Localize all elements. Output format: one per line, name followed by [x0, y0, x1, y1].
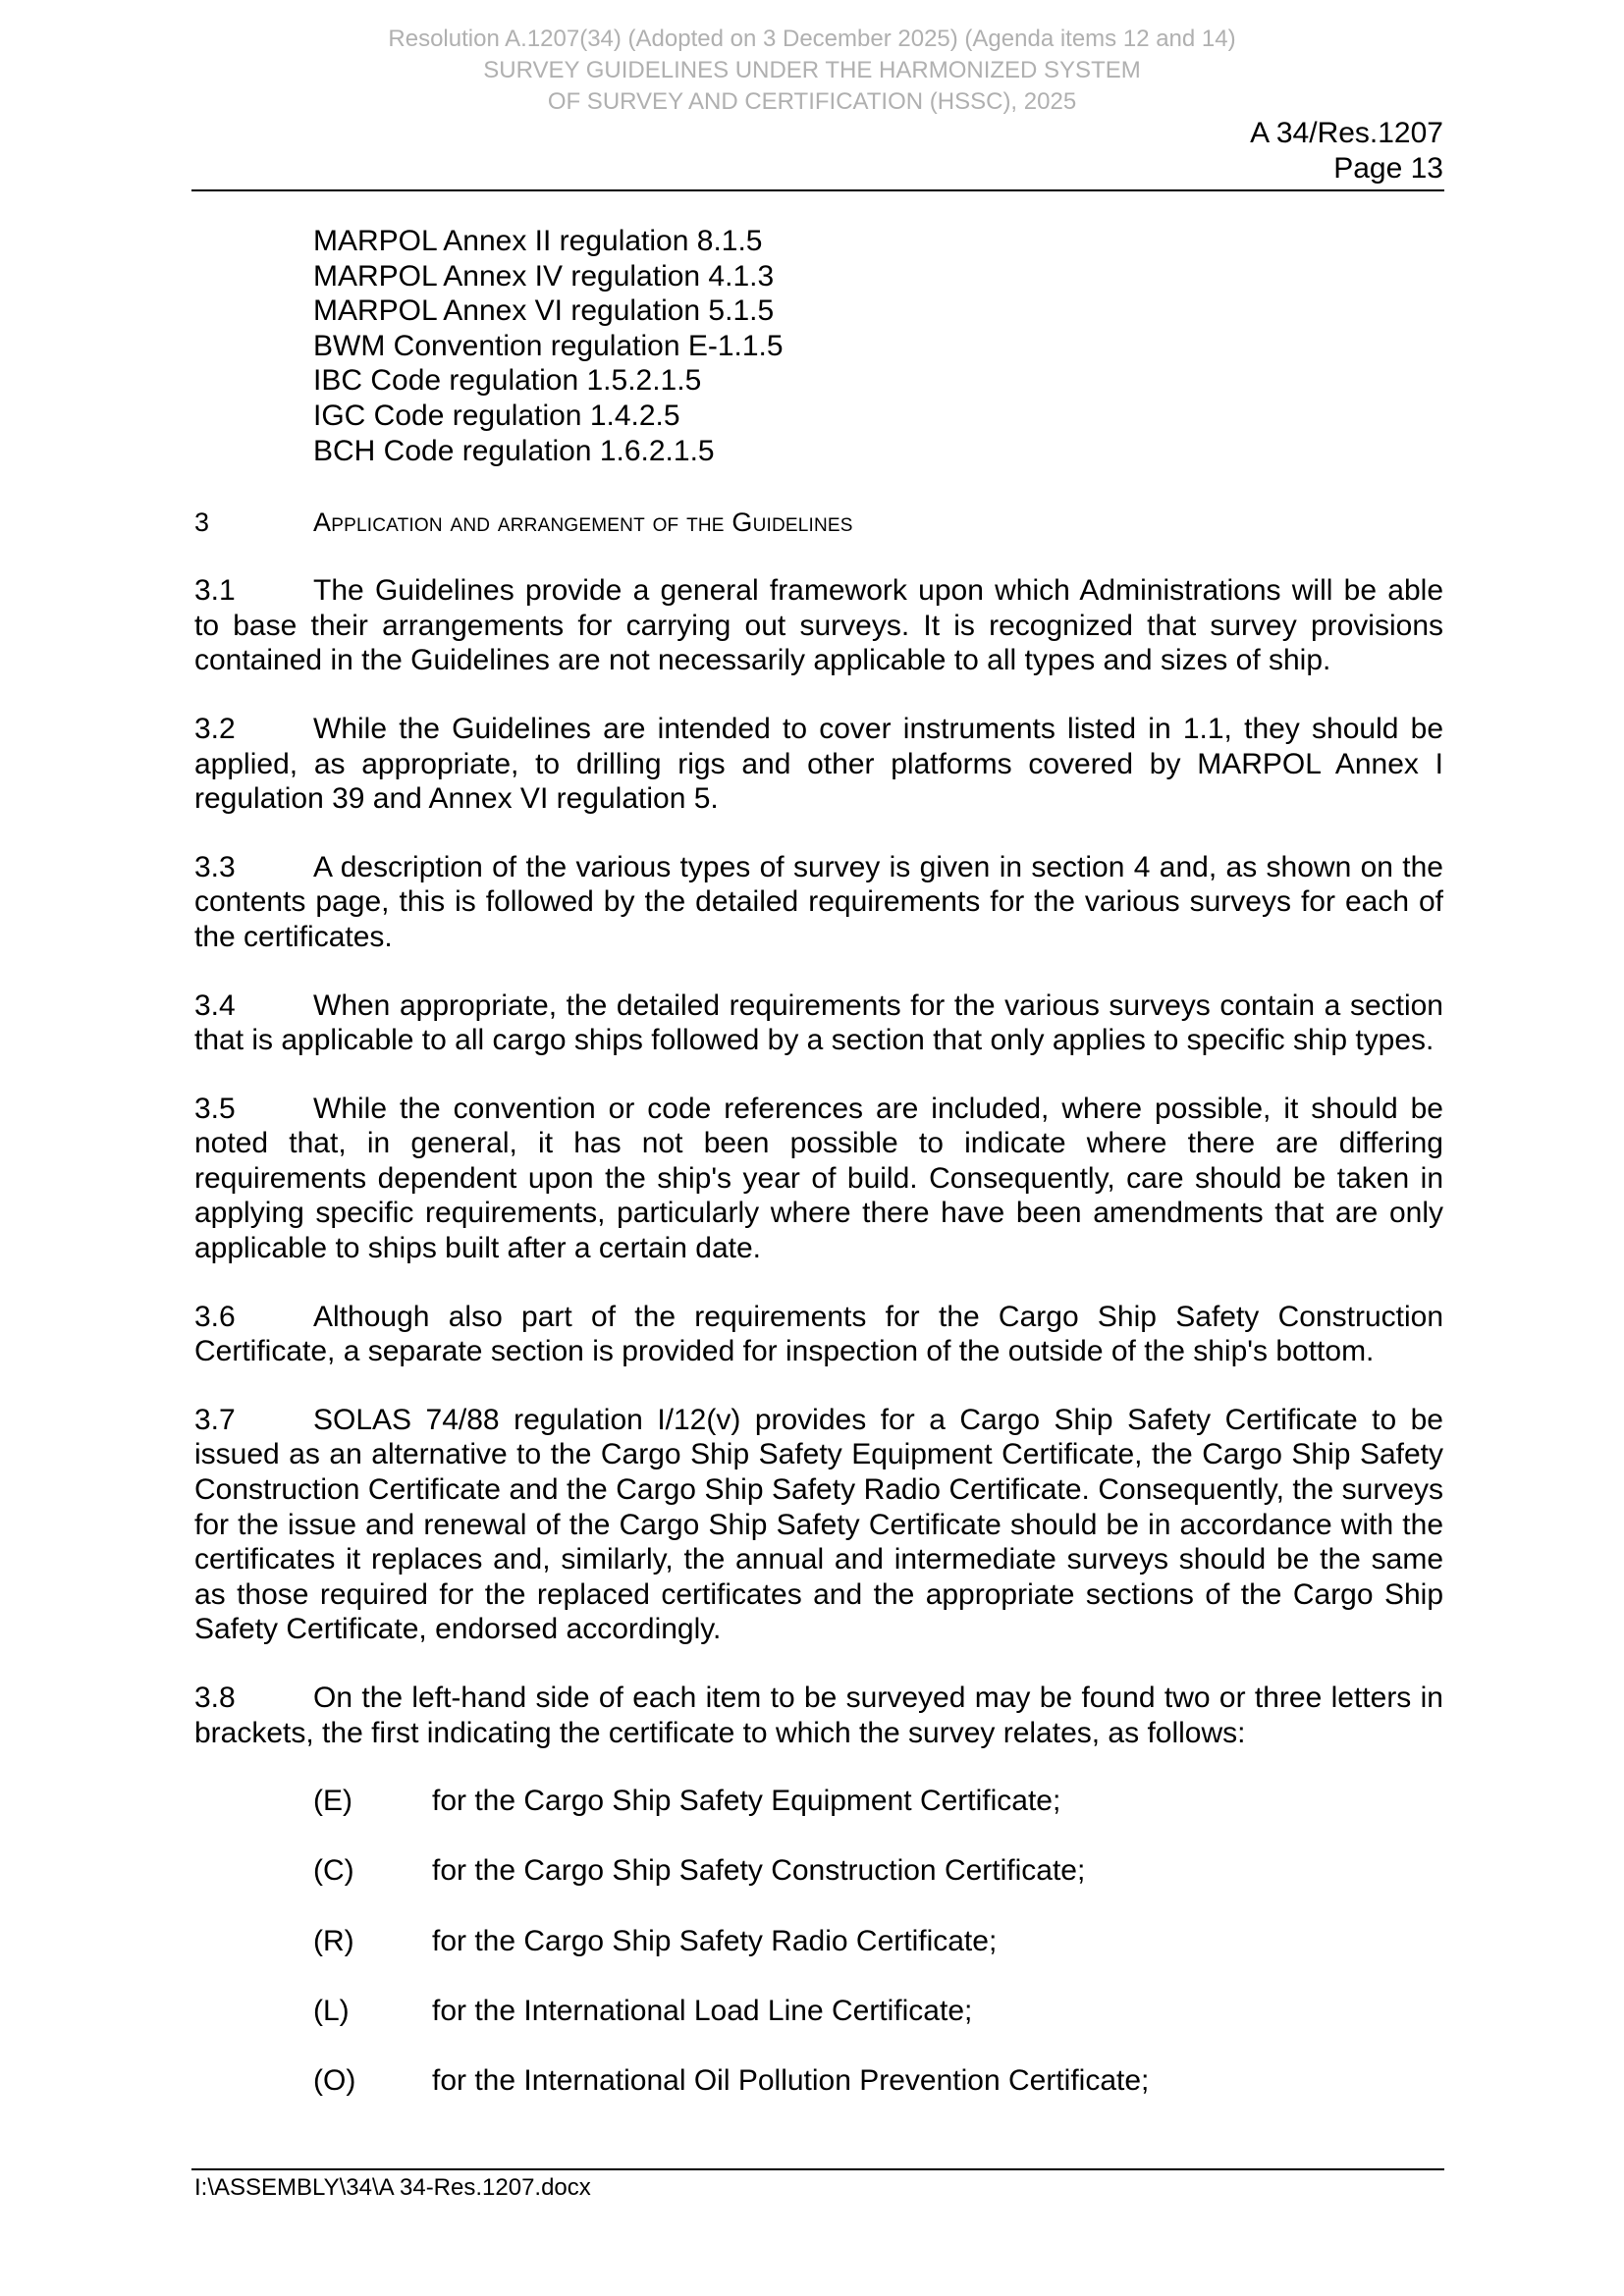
page-header [1250, 116, 1443, 187]
footer-divider [191, 2168, 1444, 2170]
certificate-code-item [194, 1853, 1443, 1889]
certificate-code-item [194, 1924, 1443, 1959]
certificate-code: (C) [313, 1854, 354, 1888]
paragraph-text: When appropriate, the detailed requirements for the various surveys contain a section that is applicable to all cargo ships followed by a section that only applies to specific ship types. [194, 988, 1443, 1057]
section-number: 3 [194, 507, 210, 538]
certificate-code-item [194, 2063, 1443, 2099]
watermark-line-3: OF SURVEY AND CERTIFICATION (HSSC), 2025 [547, 88, 1077, 115]
certificate-code-list [194, 1784, 1443, 2098]
paragraph-text: While the Guidelines are intended to cover instruments listed in 1.1, they should be applied, as appropriate, to drilling rigs and other platforms covered by MARPOL Annex I regulation 39 and Annex VI regulation 5. [194, 712, 1443, 816]
section-heading [194, 506, 1443, 540]
reference-item: IGC Code regulation 1.4.2.5 [313, 399, 680, 432]
certificate-code: (R) [313, 1924, 354, 1957]
paragraph-text: Although also part of the requirements for the Cargo Ship Safety Construction Certificate, a separate section is provided for inspection of the outside of the ship's bottom. [194, 1300, 1443, 1368]
certificate-description: for the Cargo Ship Safety Equipment Certificate; [432, 1785, 1061, 1818]
reference-item: IBC Code regulation 1.5.2.1.5 [313, 364, 702, 398]
resolution-watermark [0, 24, 1624, 118]
header-divider [191, 189, 1444, 191]
paragraph-number: 3.6 [194, 1300, 236, 1333]
paragraph-number: 3.3 [194, 850, 236, 883]
paragraph-3-4 [194, 988, 1443, 1058]
reference-item: BWM Convention regulation E-1.1.5 [313, 329, 784, 362]
certificate-code: (E) [313, 1785, 352, 1818]
reference-item: BCH Code regulation 1.6.2.1.5 [313, 434, 715, 467]
reference-item: MARPOL Annex II regulation 8.1.5 [313, 225, 763, 257]
certificate-description: for the Cargo Ship Safety Radio Certificate; [432, 1924, 998, 1957]
paragraph-3-6 [194, 1300, 1443, 1369]
paragraph-number: 3.2 [194, 712, 236, 745]
paragraph-number: 3.1 [194, 574, 236, 608]
paragraph-number: 3.8 [194, 1682, 236, 1714]
certificate-code: (L) [313, 1994, 350, 2027]
section-title: Application and arrangement of the Guidelines [313, 507, 853, 538]
reference-item: MARPOL Annex IV regulation 4.1.3 [313, 259, 775, 293]
paragraph-3-3 [194, 850, 1443, 955]
document-symbol: A 34/Res.1207 [1250, 117, 1443, 149]
certificate-code-item [194, 1784, 1443, 1819]
paragraph-3-7 [194, 1403, 1443, 1647]
paragraph-number: 3.4 [194, 988, 236, 1022]
footer-file-path: I:\ASSEMBLY\34\A 34-Res.1207.docx [194, 2174, 591, 2201]
paragraph-3-5 [194, 1092, 1443, 1266]
paragraph-text: A description of the various types of survey is given in section 4 and, as shown on the contents page, this is followed by the detailed requirements for the various surveys for each of the certificates. [194, 850, 1443, 953]
watermark-line-1: Resolution A.1207(34) (Adopted on 3 December 2025) (Agenda items 12 and 14) [388, 26, 1236, 52]
paragraph-number: 3.7 [194, 1403, 236, 1436]
paragraph-text: SOLAS 74/88 regulation I/12(v) provides for a Cargo Ship Safety Certificate to be issued as an alternative to the Cargo Ship Safety Equipment Certificate, the Cargo Ship Safety Construction Certificate and the Cargo Ship Safety Radio Certificate. Consequently, the surveys for the issue and renewal of the Cargo Ship Safety Certificate should be in accordance with the certificates it replaces and, similarly, the annual and intermediate surveys should be the same as those required for the replaced certificates and the appropriate sections of the Cargo Ship Safety Certificate, endorsed accordingly. [194, 1403, 1443, 1646]
watermark-line-2: SURVEY GUIDELINES UNDER THE HARMONIZED SYSTEM [483, 57, 1141, 83]
reference-item: MARPOL Annex VI regulation 5.1.5 [313, 294, 775, 328]
certificate-description: for the Cargo Ship Safety Construction Certificate; [432, 1854, 1086, 1888]
paragraph-3-8 [194, 1681, 1443, 1750]
paragraph-text: On the left-hand side of each item to be surveyed may be found two or three letters in brackets, the first indicating the certificate to which the survey relates, as follows: [194, 1682, 1443, 1749]
paragraph-text: The Guidelines provide a general framework upon which Administrations will be able to base their arrangements for carrying out surveys. It is recognized that survey provisions contained in the Guidelines are not necessarily applicable to all types and sizes of ship. [194, 574, 1443, 677]
reference-list [194, 224, 1443, 468]
certificate-description: for the International Oil Pollution Prevention Certificate; [432, 2063, 1150, 2097]
paragraph-text: While the convention or code references are included, where possible, it should be noted that, in general, it has not been possible to indicate where there are differing requirements dependent upon the ship's year of build. Consequently, care should be taken in applying specific requirements, particularly where there have been amendments that are only applicable to ships built after a certain date. [194, 1092, 1443, 1265]
certificate-description: for the International Load Line Certificate; [432, 1994, 973, 2027]
certificate-code: (O) [313, 2063, 356, 2097]
document-body [194, 224, 1443, 2133]
paragraph-3-1 [194, 573, 1443, 678]
paragraph-3-2 [194, 712, 1443, 817]
paragraph-number: 3.5 [194, 1092, 236, 1125]
page-number: Page 13 [1333, 152, 1443, 185]
certificate-code-item [194, 1994, 1443, 2029]
